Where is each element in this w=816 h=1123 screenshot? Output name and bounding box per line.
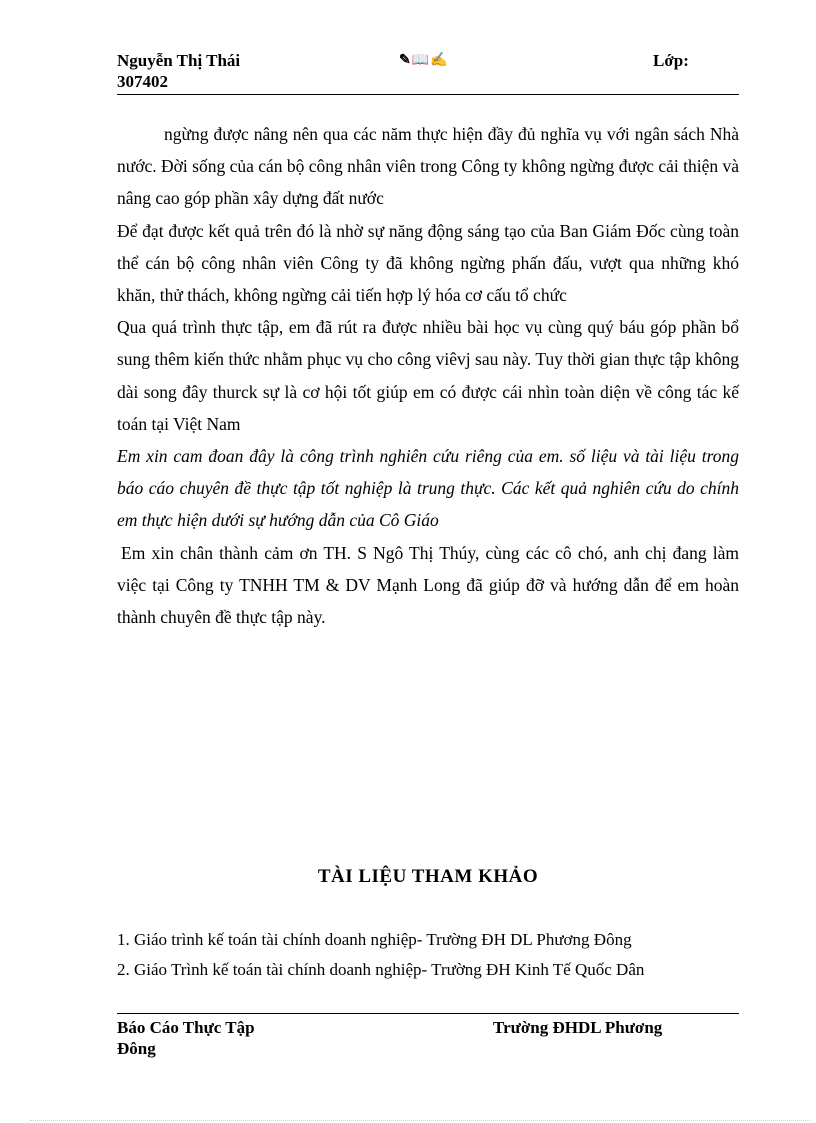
class-label: Lớp: bbox=[653, 51, 689, 70]
author-name: Nguyễn Thị Thái 307402 bbox=[117, 51, 241, 91]
page-header bbox=[117, 50, 739, 95]
paragraph-internship-lessons: Qua quá trình thực tập, em đã rút ra được nhiều bài học vụ cùng quý báu góp phần bổ sung thêm kiến thức nhằm phục vụ cho công viêvj sau này. Tuy thời gian thực tập không dài song đây thurck sự là cơ hội tốt giúp em có được cái nhìn toàn diện về công tác kế toán tại Việt Nam bbox=[117, 317, 739, 434]
footer-report-label: Báo Cáo Thực Tập Đông bbox=[117, 1018, 255, 1058]
page-bottom-edge bbox=[30, 1120, 810, 1121]
reference-item: 1. Giáo trình kế toán tài chính doanh nghiệp- Trường ĐH DL Phương Đông bbox=[117, 930, 632, 949]
book-ornament-icon: ✎📖✍ bbox=[399, 53, 449, 68]
references-title: TÀI LIỆU THAM KHẢO bbox=[317, 866, 539, 887]
paragraph-acknowledgement: Em xin chân thành cảm ơn TH. S Ngô Thị Thúy, cùng các cô chó, anh chị đang làm việc tại Công ty TNHH TM & DV Mạnh Long đã giúp đỡ và hướng dẫn để em hoàn thành chuyên đề thực tập này. bbox=[117, 542, 739, 628]
reference-item: 2. Giáo Trình kế toán tài chính doanh nghiệp- Trường ĐH Kinh Tế Quốc Dân bbox=[117, 960, 645, 979]
footer-divider bbox=[117, 1013, 739, 1014]
paragraph-achievements: ngừng được nâng nên qua các năm thực hiện đầy đủ nghĩa vụ với ngân sách Nhà nước. Đời sống của cán bộ công nhân viên trong Công ty không ngừng được cải thiện và nâng cao góp phần xây dựng đất nước bbox=[117, 124, 739, 209]
references-list bbox=[117, 925, 739, 985]
paragraph-declaration: Em xin cam đoan đây là công trình nghiên cứu riêng của em. số liệu và tài liệu trong báo cáo chuyên đề thực tập tốt nghiệp là trung thực. Các kết quả nghiên cứu do chính em thực hiện dưới sự hướng dẫn của Cô Giáo bbox=[117, 446, 739, 531]
paragraph-leadership: Để đạt được kết quả trên đó là nhờ sự năng động sáng tạo của Ban Giám Đốc cùng toàn thể cán bộ công nhân viên Công ty đã không ngừng phấn đấu, vượt qua những khó khăn, thử thách, không ngừng cải tiến hợp lý hóa cơ cấu tổ chức bbox=[117, 220, 739, 306]
footer-school-label: Trường ĐHDL Phương bbox=[493, 1018, 663, 1037]
document-body bbox=[117, 118, 739, 633]
